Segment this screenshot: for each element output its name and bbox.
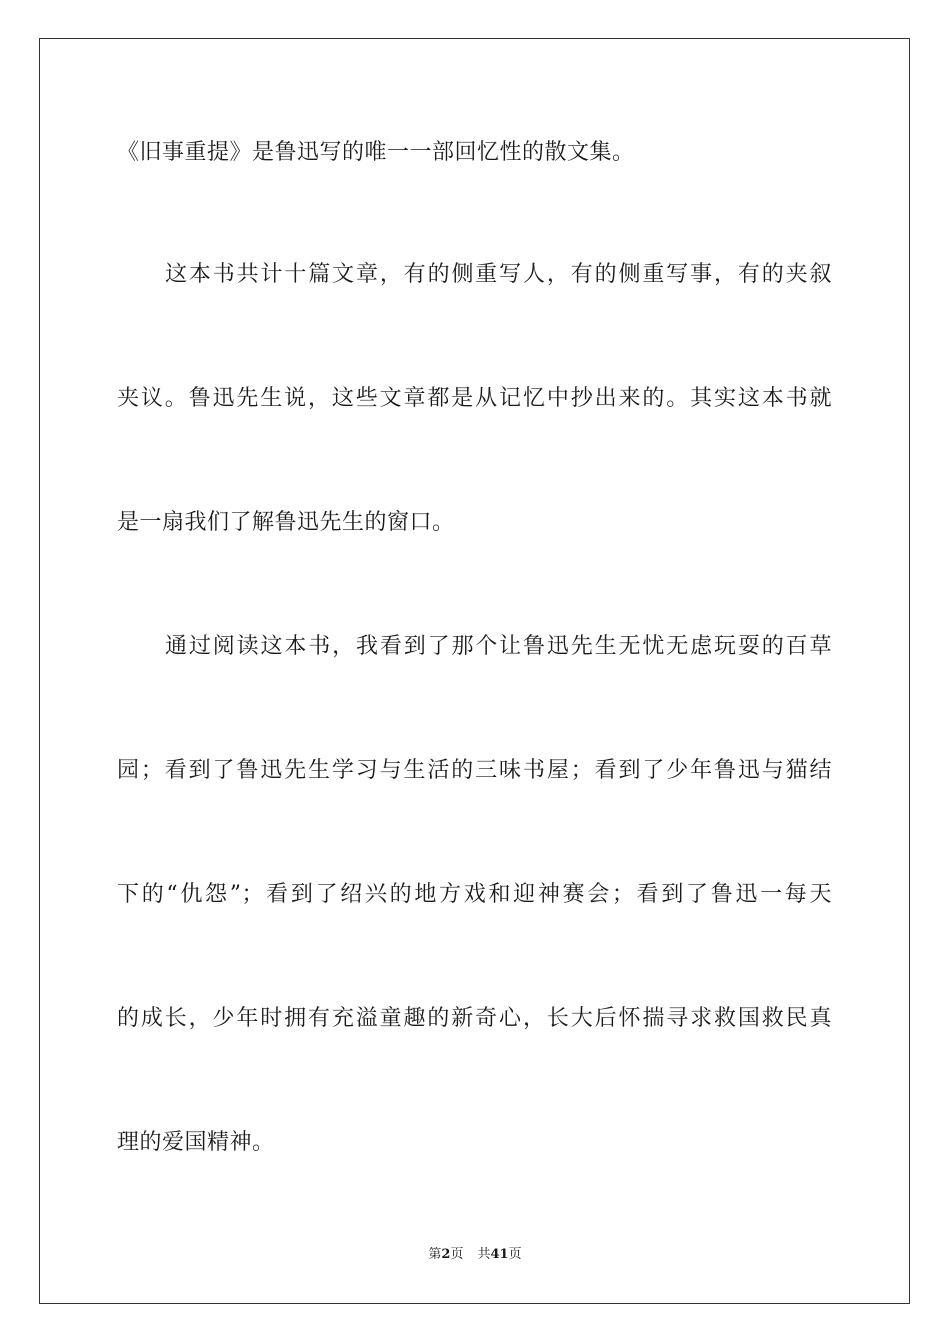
page-footer <box>0 1246 950 1264</box>
page-label-suffix: 页 <box>450 1247 464 1262</box>
text-line-9: 理的爱国精神。 <box>117 1130 275 1155</box>
total-pages: 41 <box>490 1247 509 1262</box>
text-line-5: 通过阅读这本书，我看到了那个让鲁迅先生无忧无虑玩耍的百草 <box>165 634 832 659</box>
text-line-2: 这本书共计十篇文章，有的侧重写人，有的侧重写事，有的夹叙 <box>165 262 832 287</box>
text-line-8: 的成长，少年时拥有充溢童趣的新奇心，长大后怀揣寻求救国救民真 <box>117 1006 832 1031</box>
page-number: 2 <box>441 1247 451 1262</box>
text-line-1: 《旧事重提》是鲁迅写的唯一一部回忆性的散文集。 <box>117 140 635 165</box>
text-line-7: 下的“仇怨”；看到了绍兴的地方戏和迎神赛会；看到了鲁迅一每天 <box>117 882 832 907</box>
total-label-prefix: 共 <box>477 1247 491 1262</box>
page-label-prefix: 第 <box>428 1247 442 1262</box>
text-line-3: 夹议。鲁迅先生说，这些文章都是从记忆中抄出来的。其实这本书就 <box>117 386 832 411</box>
text-line-6: 园；看到了鲁迅先生学习与生活的三味书屋；看到了少年鲁迅与猫结 <box>117 758 832 783</box>
total-label-suffix: 页 <box>508 1247 522 1262</box>
text-line-4: 是一扇我们了解鲁迅先生的窗口。 <box>117 510 455 535</box>
page-border <box>39 38 910 1304</box>
